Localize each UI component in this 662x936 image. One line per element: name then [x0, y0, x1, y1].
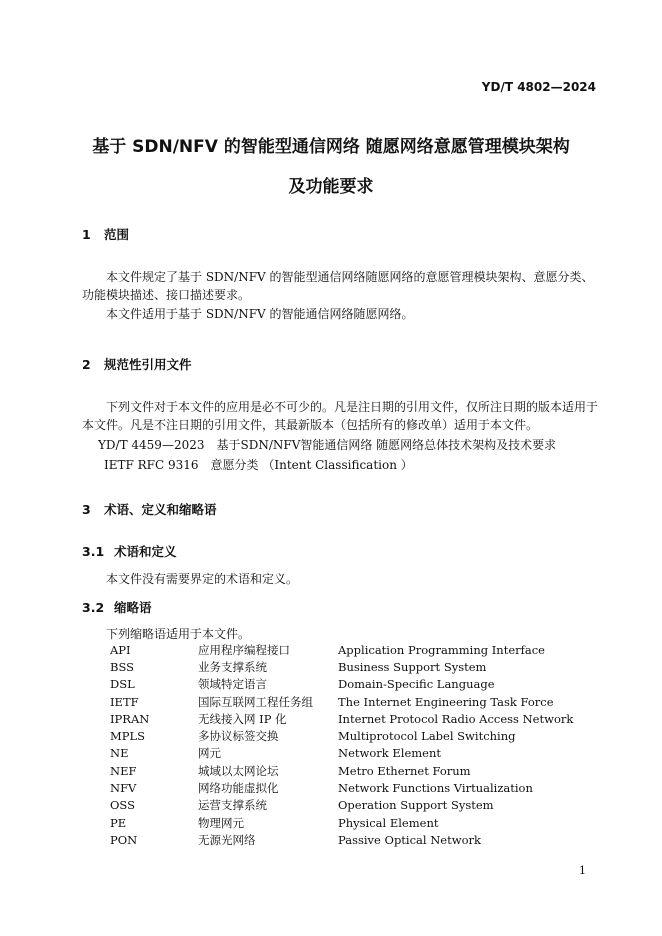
- section-3-1-title: 术语和定义: [114, 544, 177, 559]
- abbreviation-code: NFV: [110, 781, 137, 796]
- abbreviation-row: [110, 727, 618, 744]
- section-3-1-heading: [82, 542, 177, 560]
- abbreviation-chinese: 业务支撑系统: [198, 659, 267, 674]
- abbreviation-chinese: 无源光网络: [198, 832, 256, 847]
- abbreviation-row: [110, 641, 618, 658]
- section-2-paragraph-1: 下列文件对于本文件的应用是必不可少的。凡是注日期的引用文件，仅所注日期的版本适用于本文件。凡是不注日期的引用文件，其最新版本（包括所有的修改单）适用于本文件。: [82, 400, 599, 432]
- abbreviation-row: [110, 693, 618, 710]
- section-1-paragraph-1: 本文件规定了基于 SDN/NFV 的智能型通信网络随愿网络的意愿管理模块架构、意愿分类、功能模块描述、接口描述要求。: [82, 270, 594, 302]
- abbreviation-code: IETF: [110, 694, 139, 709]
- section-1-heading: [82, 225, 129, 243]
- abbreviation-chinese: 运营支撑系统: [198, 798, 267, 813]
- section-1-title: 范围: [104, 227, 130, 242]
- abbreviation-row: [110, 831, 618, 848]
- abbreviation-row: [110, 779, 618, 796]
- abbreviation-code: DSL: [110, 677, 135, 692]
- abbreviation-chinese: 物理网元: [198, 815, 244, 830]
- document-title-line-1: 基于 SDN/NFV 的智能型通信网络 随愿网络意愿管理模块架构: [92, 137, 570, 157]
- abbreviation-code: IPRAN: [110, 711, 150, 726]
- section-3-number: 3: [82, 502, 91, 517]
- section-1-number: 1: [82, 227, 91, 242]
- abbreviation-chinese: 多协议标签交换: [198, 729, 279, 744]
- abbreviations-table: [110, 641, 618, 849]
- section-3-2-intro: 下列缩略语适用于本文件。: [106, 627, 251, 641]
- abbreviation-chinese: 国际互联网工程任务组: [198, 694, 313, 709]
- section-3-1-text: 本文件没有需要界定的术语和定义。: [106, 572, 299, 586]
- abbreviation-chinese: 网元: [198, 746, 221, 761]
- abbreviation-english: Metro Ethernet Forum: [338, 763, 471, 778]
- abbreviation-english: Internet Protocol Radio Access Network: [338, 711, 574, 726]
- abbreviation-row: [110, 745, 618, 762]
- abbreviation-english: Operation Support System: [338, 798, 494, 813]
- abbreviation-code: NE: [110, 746, 129, 761]
- section-2-heading: [82, 355, 192, 373]
- abbreviation-code: API: [110, 642, 131, 657]
- abbreviations-table-body: [110, 641, 618, 849]
- section-3-2-heading: [82, 598, 152, 616]
- abbreviation-row: [110, 676, 618, 693]
- abbreviation-english: The Internet Engineering Task Force: [338, 694, 554, 709]
- abbreviation-row: [110, 658, 618, 675]
- abbreviation-code: PON: [110, 832, 138, 847]
- abbreviation-english: Application Programming Interface: [338, 642, 545, 657]
- section-2-title: 规范性引用文件: [104, 357, 192, 372]
- page-number: 1: [579, 864, 586, 877]
- section-3-title: 术语、定义和缩略语: [104, 502, 217, 517]
- abbreviation-code: MPLS: [110, 729, 146, 744]
- abbreviation-code: NEF: [110, 763, 137, 778]
- reference-item: IETF RFC 9316 意愿分类 （Intent Classification ）: [104, 458, 413, 472]
- section-1-paragraph-2: 本文件适用于基于 SDN/NFV 的智能通信网络随愿网络。: [106, 307, 414, 321]
- abbreviation-english: Passive Optical Network: [338, 832, 481, 847]
- abbreviation-english: Network Element: [338, 746, 441, 761]
- abbreviation-english: Network Functions Virtualization: [338, 781, 533, 796]
- abbreviation-chinese: 应用程序编程接口: [198, 642, 290, 657]
- abbreviation-row: [110, 710, 618, 727]
- section-3-2-number: 3.2: [82, 600, 105, 615]
- abbreviation-chinese: 领域特定语言: [198, 677, 267, 692]
- abbreviation-row: [110, 797, 618, 814]
- abbreviation-row: [110, 762, 618, 779]
- abbreviation-english: Business Support System: [338, 659, 487, 674]
- abbreviation-row: [110, 814, 618, 831]
- abbreviation-code: BSS: [110, 659, 135, 674]
- abbreviation-english: Domain-Specific Language: [338, 677, 495, 692]
- abbreviation-code: PE: [110, 815, 127, 830]
- section-3-1-number: 3.1: [82, 544, 105, 559]
- abbreviation-code: OSS: [110, 798, 135, 813]
- section-2-number: 2: [82, 357, 91, 372]
- abbreviation-chinese: 无线接入网 IP 化: [198, 711, 287, 726]
- abbreviation-chinese: 网络功能虚拟化: [198, 781, 279, 796]
- document-title-line-2: 及功能要求: [288, 177, 374, 197]
- abbreviation-english: Physical Element: [338, 815, 439, 830]
- section-3-heading: [82, 500, 217, 518]
- abbreviation-chinese: 城域以太网论坛: [198, 763, 279, 778]
- reference-item: YD/T 4459—2023 基于SDN/NFV智能通信网络 随愿网络总体技术架构及技术要求: [98, 438, 557, 452]
- abbreviation-english: Multiprotocol Label Switching: [338, 729, 516, 744]
- document-number: YD/T 4802—2024: [481, 80, 596, 94]
- section-3-2-title: 缩略语: [114, 600, 152, 615]
